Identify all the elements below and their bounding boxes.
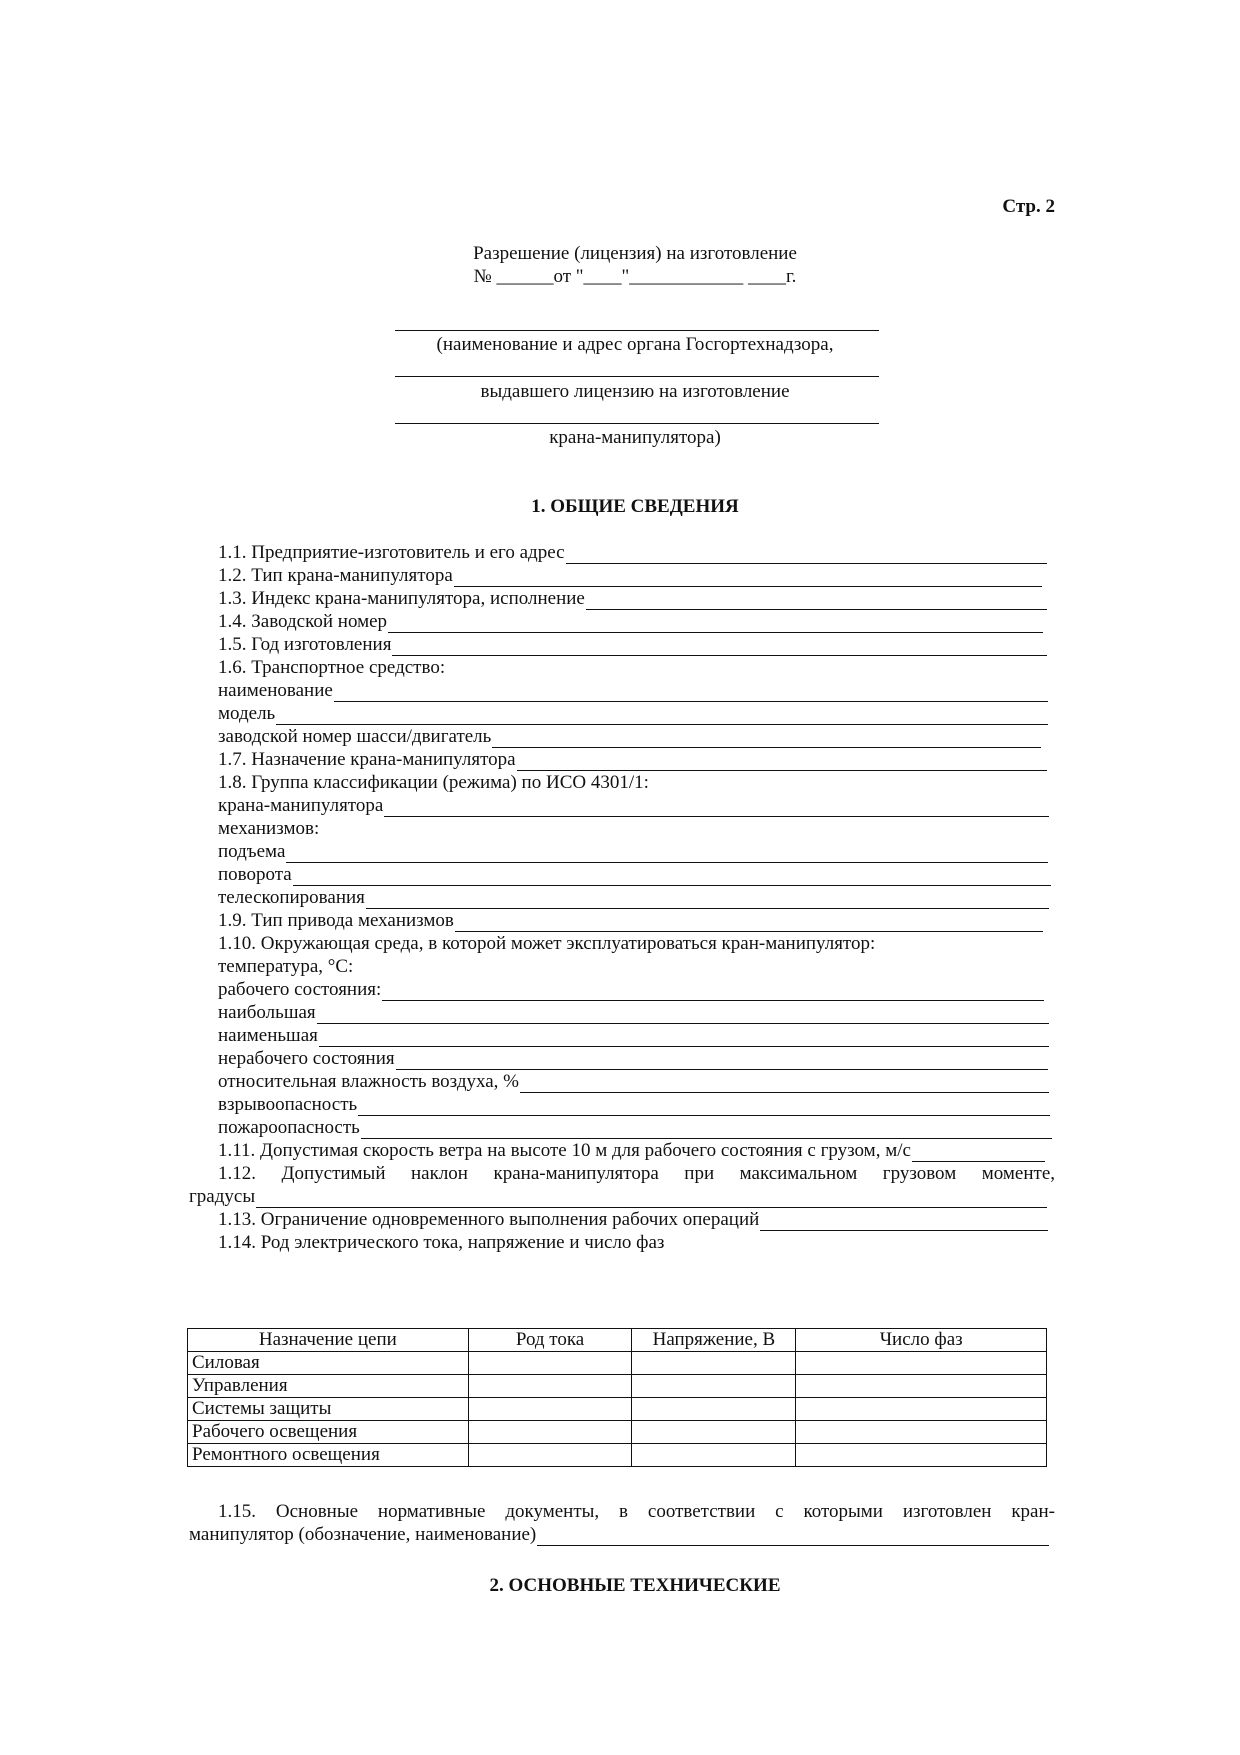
field-label: телескопирования bbox=[218, 887, 365, 908]
field-1-10-humidity bbox=[218, 1070, 1049, 1093]
page-number: Стр. 2 bbox=[1002, 196, 1055, 217]
field-1-11 bbox=[218, 1139, 1045, 1162]
cell bbox=[632, 1444, 796, 1467]
field-label: 1.1. Предприятие-изготовитель и его адрес bbox=[218, 542, 565, 563]
field-1-10-temperature: температура, °С: bbox=[218, 956, 354, 977]
cell bbox=[468, 1421, 632, 1444]
field-1-12 bbox=[189, 1185, 1047, 1208]
fill-line bbox=[361, 1121, 1052, 1139]
fill-line bbox=[256, 1190, 1047, 1208]
field-1-8: 1.8. Группа классификации (режима) по ИСО 4301/1: bbox=[218, 772, 649, 793]
field-label: взрывоопасность bbox=[218, 1094, 358, 1115]
field-label: 1.15. Основные нормативные документы, в соответствии с которыми изготовлен кран- bbox=[218, 1501, 1055, 1522]
field-label: 1.4. Заводской номер bbox=[218, 611, 388, 632]
field-1-15 bbox=[189, 1523, 1049, 1546]
fill-line bbox=[566, 546, 1047, 564]
cell bbox=[796, 1352, 1047, 1375]
field-label: заводской номер шасси/двигатель bbox=[218, 726, 492, 747]
field-label: рабочего состояния: bbox=[218, 979, 382, 1000]
field-1-13 bbox=[218, 1208, 1048, 1231]
field-1-10-nonoperating bbox=[218, 1047, 1048, 1070]
cell bbox=[468, 1444, 632, 1467]
field-1-15-line bbox=[189, 1500, 1055, 1523]
field-1-6-chassis bbox=[218, 725, 1041, 748]
cell bbox=[796, 1444, 1047, 1467]
authority-rule-1 bbox=[395, 330, 879, 331]
cell bbox=[468, 1352, 632, 1375]
authority-caption-3: крана-манипулятора) bbox=[549, 427, 721, 448]
fill-line bbox=[455, 914, 1043, 932]
field-1-3 bbox=[218, 587, 1047, 610]
fill-line bbox=[334, 684, 1048, 702]
table-header-row bbox=[188, 1329, 1047, 1352]
fill-line bbox=[286, 845, 1048, 863]
fill-line bbox=[358, 1098, 1050, 1116]
row-label: Управления bbox=[188, 1375, 469, 1398]
field-1-8-telescoping bbox=[218, 886, 1049, 909]
field-label: 1.9. Тип привода механизмов bbox=[218, 910, 454, 931]
field-1-14: 1.14. Род электрического тока, напряжение и число фаз bbox=[218, 1232, 665, 1253]
row-label: Рабочего освещения bbox=[188, 1421, 469, 1444]
field-1-10-operating bbox=[218, 978, 1044, 1001]
field-1-12-line bbox=[189, 1162, 1055, 1185]
field-label: наименование bbox=[218, 680, 333, 701]
cell bbox=[632, 1398, 796, 1421]
license-number-line: № ______от "____"____________ ____г. bbox=[473, 266, 797, 287]
fill-line bbox=[384, 799, 1049, 817]
fill-line bbox=[396, 1052, 1048, 1070]
field-label: относительная влажность воздуха, % bbox=[218, 1071, 520, 1092]
fill-line bbox=[317, 1006, 1049, 1024]
fill-line bbox=[586, 592, 1047, 610]
field-1-8-lifting bbox=[218, 840, 1048, 863]
fill-line bbox=[520, 1075, 1049, 1093]
table-row bbox=[188, 1398, 1047, 1421]
fill-line bbox=[319, 1029, 1049, 1047]
fill-line bbox=[912, 1144, 1045, 1162]
field-1-5 bbox=[218, 633, 1047, 656]
field-label: крана-манипулятора bbox=[218, 795, 384, 816]
fill-line bbox=[276, 707, 1048, 725]
field-label: 1.5. Год изготовления bbox=[218, 634, 392, 655]
circuit-table bbox=[187, 1328, 1047, 1467]
field-label: 1.12. Допустимый наклон крана-манипулятора при максимальном грузовом моменте, bbox=[218, 1163, 1055, 1184]
authority-caption-2: выдавшего лицензию на изготовление bbox=[480, 381, 790, 402]
field-label: 1.13. Ограничение одновременного выполнения рабочих операций bbox=[218, 1209, 760, 1230]
cell bbox=[632, 1421, 796, 1444]
section-1-title: 1. ОБЩИЕ СВЕДЕНИЯ bbox=[531, 496, 739, 517]
cell bbox=[468, 1375, 632, 1398]
field-1-10-min bbox=[218, 1024, 1049, 1047]
field-1-7 bbox=[218, 748, 1047, 771]
table-row bbox=[188, 1375, 1047, 1398]
field-label: 1.3. Индекс крана-манипулятора, исполнение bbox=[218, 588, 585, 609]
fill-line bbox=[293, 868, 1051, 886]
row-label: Силовая bbox=[188, 1352, 469, 1375]
fill-line bbox=[454, 569, 1042, 587]
field-label: наименьшая bbox=[218, 1025, 318, 1046]
section-2-title: 2. ОСНОВНЫЕ ТЕХНИЧЕСКИЕ bbox=[489, 1575, 781, 1596]
field-label: манипулятор (обозначение, наименование) bbox=[189, 1524, 537, 1545]
field-1-2 bbox=[218, 564, 1042, 587]
header-voltage: Напряжение, В bbox=[632, 1329, 796, 1352]
field-1-10-fire bbox=[218, 1116, 1052, 1139]
fill-line bbox=[760, 1213, 1048, 1231]
row-label: Ремонтного освещения bbox=[188, 1444, 469, 1467]
license-title: Разрешение (лицензия) на изготовление bbox=[473, 243, 797, 264]
field-label: наибольшая bbox=[218, 1002, 316, 1023]
cell bbox=[796, 1375, 1047, 1398]
cell bbox=[468, 1398, 632, 1421]
authority-rule-3 bbox=[395, 423, 879, 424]
header-current-type: Род тока bbox=[468, 1329, 632, 1352]
field-1-10-explosion bbox=[218, 1093, 1050, 1116]
row-label: Системы защиты bbox=[188, 1398, 469, 1421]
field-label: градусы bbox=[189, 1186, 256, 1207]
field-1-9 bbox=[218, 909, 1043, 932]
field-1-6-name bbox=[218, 679, 1048, 702]
field-1-6: 1.6. Транспортное средство: bbox=[218, 657, 446, 678]
table-row bbox=[188, 1421, 1047, 1444]
fill-line bbox=[366, 891, 1049, 909]
field-1-6-model bbox=[218, 702, 1048, 725]
authority-rule-2 bbox=[395, 376, 879, 377]
cell bbox=[632, 1375, 796, 1398]
table-row bbox=[188, 1352, 1047, 1375]
field-1-8-slewing bbox=[218, 863, 1051, 886]
fill-line bbox=[517, 753, 1047, 771]
field-label: 1.11. Допустимая скорость ветра на высоте 10 м для рабочего состояния с грузом, м/с bbox=[218, 1140, 911, 1161]
fill-line bbox=[388, 615, 1043, 633]
field-label: поворота bbox=[218, 864, 292, 885]
fill-line bbox=[537, 1528, 1049, 1546]
field-label: 1.2. Тип крана-манипулятора bbox=[218, 565, 453, 586]
fill-line bbox=[492, 730, 1041, 748]
field-label: пожароопасность bbox=[218, 1117, 360, 1138]
field-1-4 bbox=[218, 610, 1043, 633]
field-1-8-mechanisms: механизмов: bbox=[218, 818, 320, 839]
field-label: подъема bbox=[218, 841, 286, 862]
header-phases: Число фаз bbox=[796, 1329, 1047, 1352]
table-row bbox=[188, 1444, 1047, 1467]
field-label: модель bbox=[218, 703, 276, 724]
field-1-8-crane bbox=[218, 794, 1049, 817]
cell bbox=[632, 1352, 796, 1375]
field-label: нерабочего состояния bbox=[218, 1048, 395, 1069]
field-1-1 bbox=[218, 541, 1047, 564]
cell bbox=[796, 1421, 1047, 1444]
fill-line bbox=[392, 638, 1047, 656]
fill-line bbox=[382, 983, 1044, 1001]
authority-caption-1: (наименование и адрес органа Госгортехнадзора, bbox=[436, 334, 834, 355]
field-1-10-max bbox=[218, 1001, 1049, 1024]
field-label: 1.7. Назначение крана-манипулятора bbox=[218, 749, 516, 770]
header-circuit: Назначение цепи bbox=[188, 1329, 469, 1352]
cell bbox=[796, 1398, 1047, 1421]
field-1-10: 1.10. Окружающая среда, в которой может эксплуатироваться кран-манипулятор: bbox=[218, 933, 876, 954]
